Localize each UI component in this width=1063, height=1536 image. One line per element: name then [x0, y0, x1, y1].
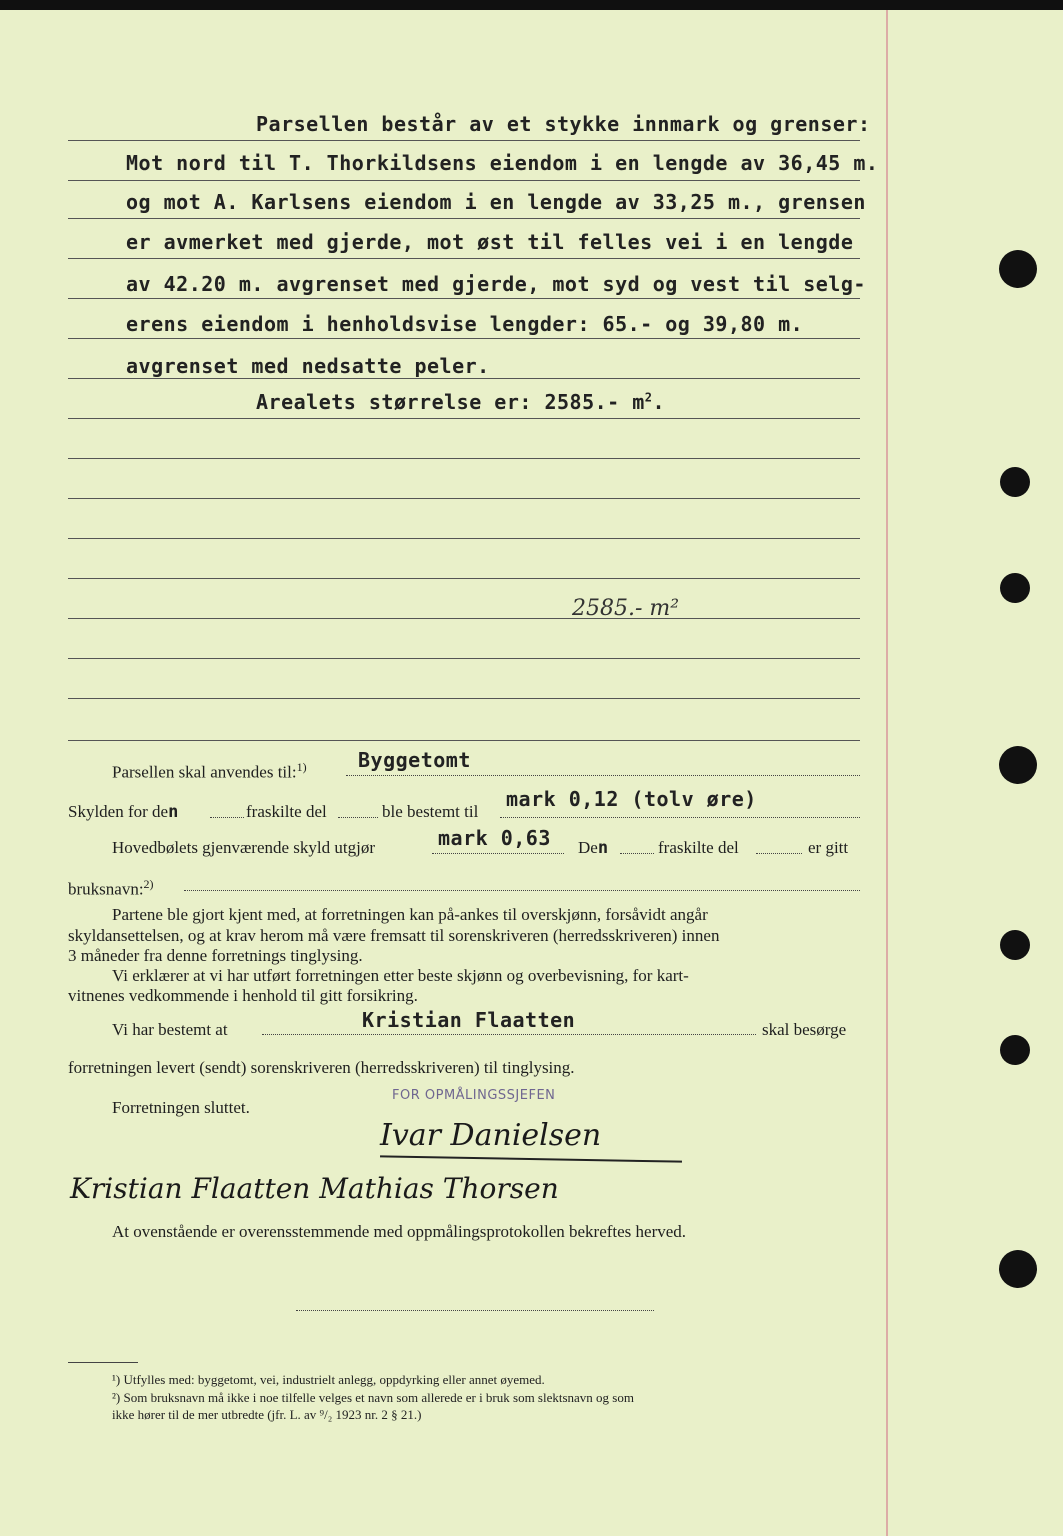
bestemt-tail: skal besørge — [762, 1020, 847, 1039]
footnote-2: ²) Som bruksnavn må ikke i noe tilfelle velges et navn som allerede er i bruk som slektsnavn og som — [112, 1390, 634, 1405]
typed-line-7: avgrenset med nedsatte peler. — [126, 354, 490, 378]
use-label-text: Parsellen skal anvendes til: — [112, 762, 297, 782]
hoved-gitt: er gitt — [808, 838, 849, 857]
ruled-line — [68, 338, 860, 339]
signature-main: Ivar Danielsen — [380, 1118, 602, 1153]
bestemt-field-line — [262, 1034, 756, 1035]
ruled-line — [68, 298, 860, 299]
bruksnavn-footnote-ref: 2) — [143, 877, 154, 891]
signature-underline — [380, 1155, 682, 1162]
ruled-line — [68, 618, 860, 619]
confirm-line: At ovenstående er overensstemmende med oppmålingsprotokollen bekreftes herved. — [112, 1222, 687, 1241]
punch-hole — [999, 1250, 1037, 1288]
skyld-dots-2 — [338, 817, 378, 818]
ruled-line — [68, 258, 860, 259]
hoved-fraskilte: fraskilte del — [658, 838, 739, 857]
skyld-label-1 — [68, 802, 179, 822]
skyld-dots-1 — [210, 817, 244, 818]
ruled-line — [68, 498, 860, 499]
bruksnavn-field-line — [184, 890, 860, 891]
ruled-line — [68, 458, 860, 459]
para2-line-2: vitnenes vedkommende i henhold til gitt forsikring. — [68, 986, 418, 1005]
typed-line-2: Mot nord til T. Thorkildsens eiendom i en lengde av 36,45 m. — [126, 151, 879, 175]
skyld-label-3: ble bestemt til — [382, 802, 479, 821]
page-top-edge — [0, 0, 1063, 10]
punch-hole — [999, 746, 1037, 784]
typed-line-1: Parsellen består av et stykke innmark og grenser: — [256, 112, 871, 136]
punch-hole — [1000, 573, 1030, 603]
footnote-divider — [68, 1362, 138, 1363]
bruksnavn-label — [68, 877, 154, 900]
para1-line-1: Partene ble gjort kjent med, at forretningen kan på-ankes til overskjønn, forsåvidt angår — [112, 905, 708, 924]
footnote-1: ¹) Utfylles med: byggetomt, vei, industrielt anlegg, oppdyrking eller annet øyemed. — [112, 1372, 545, 1387]
bestemt-value: Kristian Flaatten — [362, 1008, 576, 1032]
skyld-label-text: Skylden for de — [68, 802, 169, 821]
punch-hole — [999, 250, 1037, 288]
area-line — [256, 390, 665, 414]
ruled-line — [68, 698, 860, 699]
ruled-line — [68, 418, 860, 419]
ruled-line — [68, 578, 860, 579]
use-field-line — [346, 775, 860, 776]
skyld-value: mark 0,12 (tolv øre) — [506, 787, 757, 811]
hoved-n: n — [597, 838, 609, 858]
skyld-n: n — [168, 802, 179, 822]
hoved-label: Hovedbølets gjenværende skyld utgjør — [112, 838, 375, 857]
ruled-line — [68, 658, 860, 659]
skyld-label-2: fraskilte del — [246, 802, 327, 821]
official-stamp: FOR OPMÅLINGSSJEFEN — [392, 1088, 556, 1103]
para1-line-3: 3 måneder fra denne forretnings tinglysing. — [68, 946, 363, 965]
bestemt-label: Vi har bestemt at — [112, 1020, 228, 1039]
bruksnavn-text: bruksnavn: — [68, 879, 144, 899]
handwritten-area: 2585.- m² — [572, 596, 680, 621]
hoved-de — [578, 838, 609, 858]
skyld-field-line — [500, 817, 860, 818]
typed-line-3: og mot A. Karlsens eiendom i en lengde av 33,25 m., grensen — [126, 190, 866, 214]
margin-line — [886, 10, 888, 1536]
levert-line: forretningen levert (sendt) sorenskriveren (herredsskriveren) til tinglysing. — [68, 1058, 575, 1077]
para1-line-2: skyldansettelsen, og at krav herom må være fremsatt til sorenskriveren (herredsskriveren) innen — [68, 926, 720, 945]
typed-line-6: erens eiendom i henholdsvise lengder: 65.- og 39,80 m. — [126, 312, 804, 336]
typed-line-4: er avmerket med gjerde, mot øst til felles vei i en lengde — [126, 230, 854, 254]
punch-hole — [1000, 467, 1030, 497]
hoved-de-text: De — [578, 838, 598, 857]
punch-hole — [1000, 1035, 1030, 1065]
area-unit-exponent: 2 — [644, 390, 653, 405]
typed-line-5: av 42.20 m. avgrenset med gjerde, mot syd og vest til selg- — [126, 272, 866, 296]
hoved-value: mark 0,63 — [438, 826, 551, 850]
area-tail: . — [652, 390, 666, 414]
hoved-field-line — [432, 853, 564, 854]
ruled-line — [68, 140, 860, 141]
ruled-line — [68, 180, 860, 181]
hoved-dots-2 — [756, 853, 802, 854]
ruled-line — [68, 378, 860, 379]
signature-witnesses: Kristian Flaatten Mathias Thorsen — [70, 1172, 559, 1205]
ruled-line — [68, 538, 860, 539]
ruled-line — [68, 740, 860, 741]
use-label — [112, 760, 307, 783]
footnote-2-cont: ikke hører til de mer utbredte (jfr. L. av ⁹/₂ 1923 nr. 2 § 21.) — [112, 1407, 422, 1422]
sluttet-line: Forretningen sluttet. — [112, 1098, 250, 1117]
use-value: Byggetomt — [358, 748, 471, 772]
use-footnote-ref: 1) — [296, 760, 307, 774]
para2-line-1: Vi erklærer at vi har utført forretningen etter beste skjønn og overbevisning, for kart- — [112, 966, 689, 985]
ruled-line — [68, 218, 860, 219]
punch-hole — [1000, 930, 1030, 960]
hoved-dots-1 — [620, 853, 654, 854]
area-text: Arealets størrelse er: 2585.- m — [256, 390, 645, 414]
confirm-sign-line — [296, 1310, 654, 1311]
